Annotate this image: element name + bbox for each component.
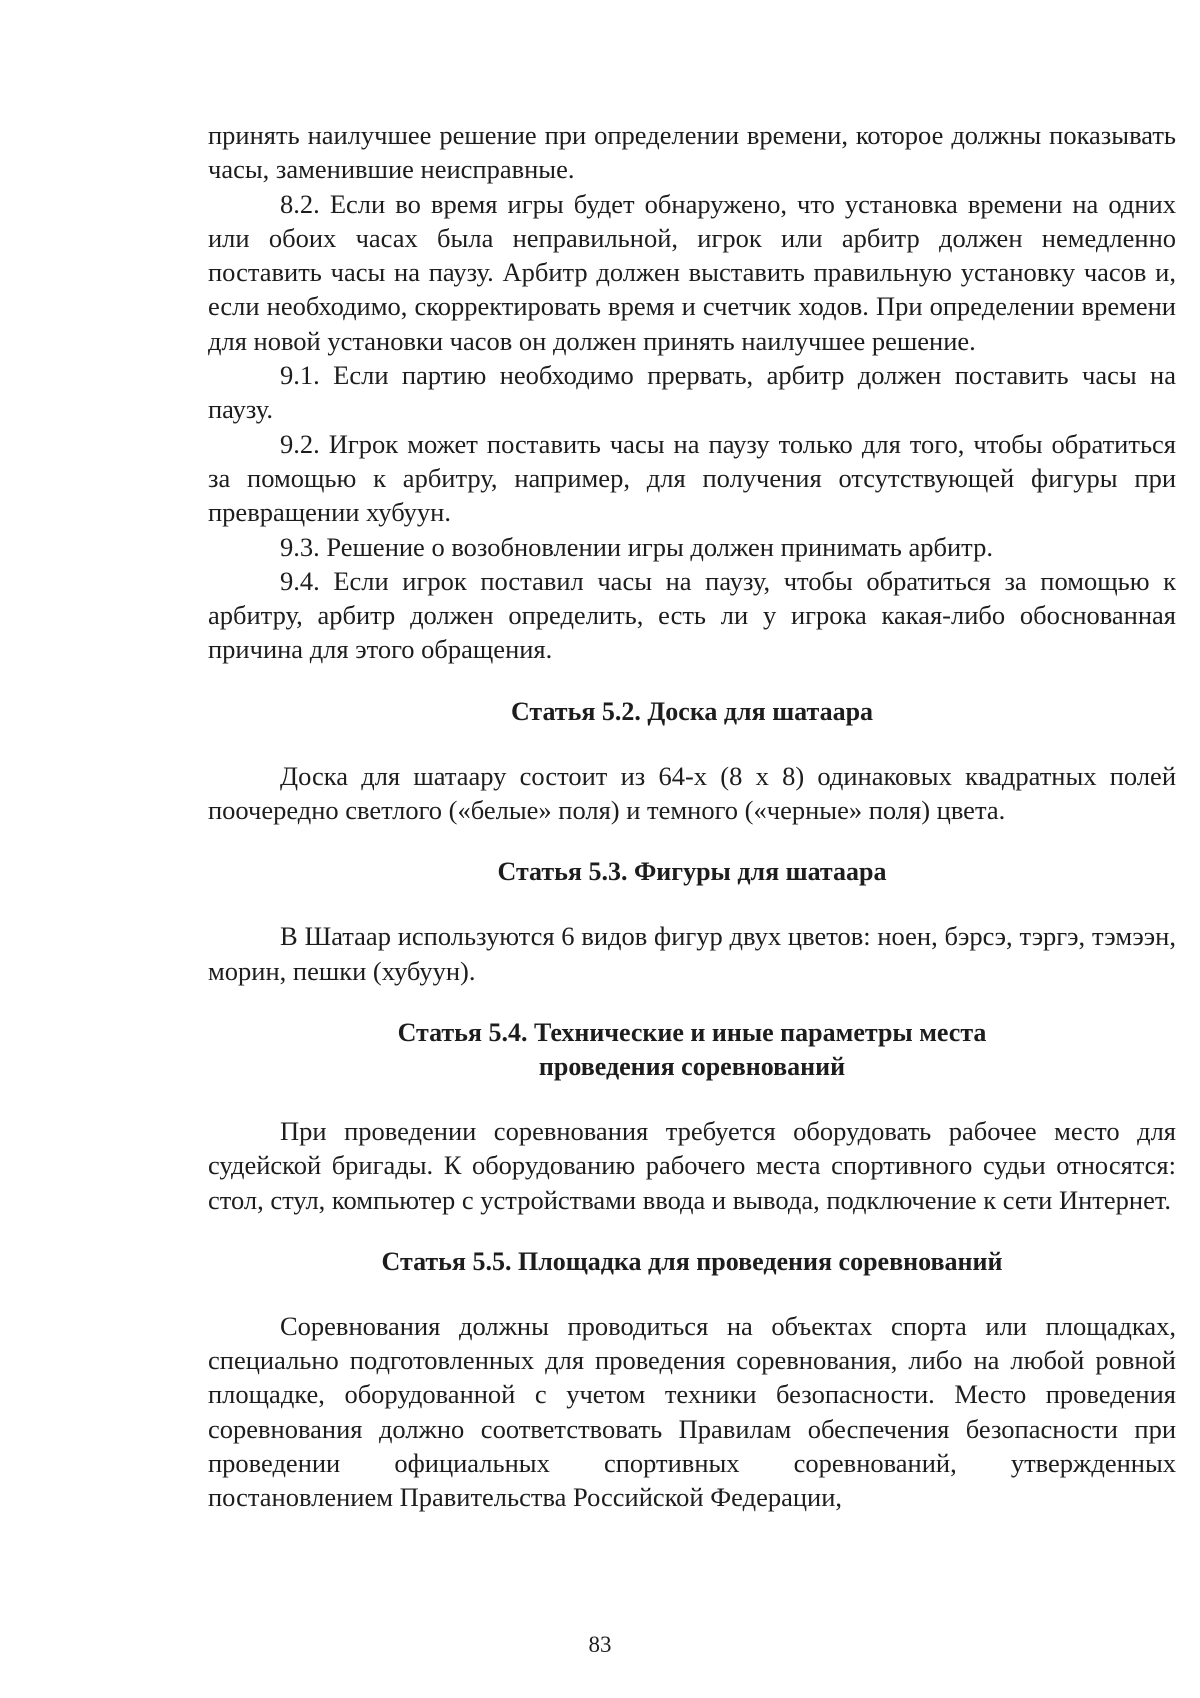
paragraph-8-2: 8.2. Если во время игры будет обнаружено, что установка времени на одних или обоих часах была неправильной, игрок или арбитр должен немедленно поставить часы на паузу. Арбитр должен выставить правильную установку часов и, если необходимо, скорректировать время и счетчик ходов. При определении времени для новой установки часов он должен принять наилучшее решение. — [208, 188, 1176, 356]
paragraph-9-3: 9.3. Решение о возобновлении игры должен принимать арбитр. — [280, 531, 993, 562]
heading-article-5-3: Статья 5.3. Фигуры для шатаара — [497, 857, 887, 887]
document-page — [208, 118, 1176, 1515]
paragraph-9-4: 9.4. Если игрок поставил часы на паузу, чтобы обратиться за помощью к арбитру, арбитр должен определить, есть ли у игрока какая-либо обоснованная причина для этого обращения. — [208, 565, 1176, 665]
heading-article-5-4-line2: проведения соревнований — [538, 1051, 846, 1081]
paragraph-article-5-4: При проведении соревнования требуется оборудовать рабочее место для судейской бригады. К оборудованию рабочего места спортивного судьи относятся: стол, стул, компьютер с устройствами ввода и вывода, подключение к сети Интернет. — [208, 1115, 1176, 1215]
paragraph-9-1: 9.1. Если партию необходимо прервать, арбитр должен поставить часы на паузу. — [208, 360, 1176, 425]
heading-article-5-4 — [208, 1016, 1176, 1084]
heading-article-5-4-line1: Статья 5.4. Технические и иные параметры места — [397, 1017, 987, 1047]
heading-article-5-5: Статья 5.5. Площадка для проведения соревнований — [381, 1246, 1003, 1276]
paragraph-article-5-5: Соревнования должны проводиться на объектах спорта или площадках, специально подготовленных для проведения соревнования, либо на любой ровной площадке, оборудованной с учетом техники безопасности. Место проведения соревнования должно соответствовать Правилам обеспечения безопасности при проведении официальных спортивных соревнований, утвержденных постановлением Правительства Российской Федерации, — [208, 1310, 1176, 1513]
paragraph-article-5-2: Доска для шатаару состоит из 64-х (8 х 8) одинаковых квадратных полей поочередно светлого («белые» поля) и темного («черные» поля) цвета. — [208, 760, 1176, 826]
paragraph-9-2: 9.2. Игрок может поставить часы на паузу только для того, чтобы обратиться за помощью к арбитру, например, для получения отсутствующей фигуры при превращении хубуун. — [208, 428, 1176, 528]
heading-article-5-2: Статья 5.2. Доска для шатаара — [510, 696, 874, 726]
page-number: 83 — [588, 1632, 612, 1657]
paragraph-continuation: принять наилучшее решение при определении времени, которое должны показывать часы, заменившие неисправные. — [208, 120, 1176, 185]
paragraph-article-5-3: В Шатаар используются 6 видов фигур двух цветов: ноен, бэрсэ, тэргэ, тэмээн, морин, пешки (хубуун). — [208, 921, 1176, 986]
